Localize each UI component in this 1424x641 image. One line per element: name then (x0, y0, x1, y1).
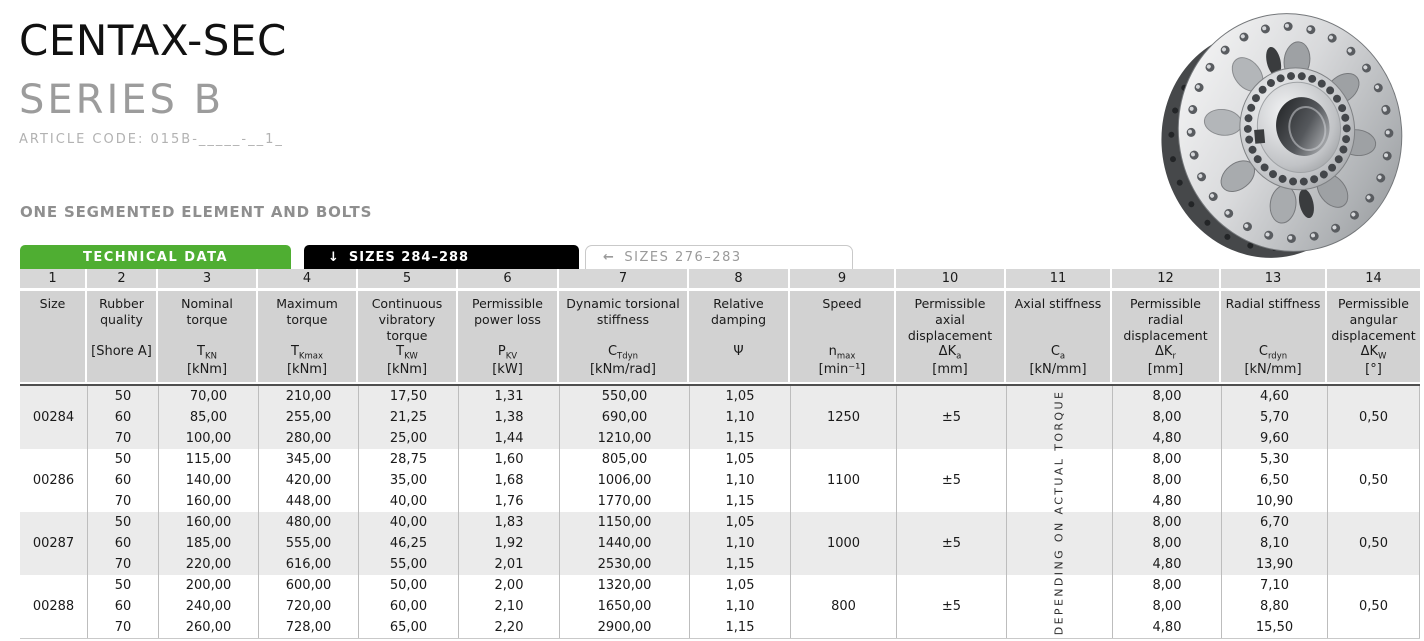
column-number: 2 (87, 269, 158, 288)
data-cell: 2,10 (458, 596, 559, 617)
data-cell: 50 (87, 449, 158, 470)
data-cell: 8,00 (1112, 407, 1221, 428)
column-number: 10 (896, 269, 1006, 288)
data-cell: 4,80 (1112, 554, 1221, 575)
column-header: Continuous vibratory torque $T_{KW}$ [kNm] (358, 291, 458, 382)
speed-cell: 1100 (790, 449, 896, 512)
data-cell: 210,00 (258, 386, 358, 407)
data-cell: 260,00 (158, 617, 258, 638)
data-cell: 1,92 (458, 533, 559, 554)
data-cell: 100,00 (158, 428, 258, 449)
data-cell: 50 (87, 386, 158, 407)
data-cell: 420,00 (258, 470, 358, 491)
vertical-note-text: DEPENDING ON ACTUAL TORQUE (1052, 389, 1066, 635)
data-cell: 28,75 (358, 449, 458, 470)
data-cell: 480,00 (258, 512, 358, 533)
data-cell: 2530,00 (559, 554, 689, 575)
data-cell: 240,00 (158, 596, 258, 617)
data-cell: 1,83 (458, 512, 559, 533)
column-header: Permissible angular displacement $\Delta K_W$ [°] (1327, 291, 1420, 382)
speed-cell: 1250 (790, 386, 896, 449)
data-cell: 115,00 (158, 449, 258, 470)
axial-displacement-cell: ±5 (896, 386, 1006, 449)
column-number: 12 (1112, 269, 1221, 288)
data-cell: 1320,00 (559, 575, 689, 596)
data-cell: 7,10 (1221, 575, 1327, 596)
data-cell: 2,00 (458, 575, 559, 596)
data-cell: 140,00 (158, 470, 258, 491)
column-number: 9 (790, 269, 896, 288)
data-cell: 46,25 (358, 533, 458, 554)
data-cell: 8,80 (1221, 596, 1327, 617)
axial-displacement-cell: ±5 (896, 512, 1006, 575)
data-cell: 728,00 (258, 617, 358, 638)
product-image (1150, 2, 1422, 270)
title-block (19, 16, 287, 147)
data-cell: 1,15 (689, 491, 790, 512)
data-cell: 1,38 (458, 407, 559, 428)
page-title: CENTAX-SEC (19, 16, 287, 65)
data-cell: 1006,00 (559, 470, 689, 491)
data-cell: 8,00 (1112, 575, 1221, 596)
data-cell: 1,05 (689, 449, 790, 470)
data-cell: 17,50 (358, 386, 458, 407)
column-number: 11 (1006, 269, 1112, 288)
column-number: 1 (20, 269, 87, 288)
column-header: Maximum torque $T_{Kmax}$ [kNm] (258, 291, 358, 382)
data-cell: 4,80 (1112, 491, 1221, 512)
column-header: Radial stiffness $C_{rdyn}$ [kN/mm] (1221, 291, 1327, 382)
data-cell: 70,00 (158, 386, 258, 407)
column-number: 14 (1327, 269, 1420, 288)
data-cell: 1770,00 (559, 491, 689, 512)
data-cell: 8,00 (1112, 470, 1221, 491)
axial-stiffness-cell (1006, 449, 1112, 512)
column-number: 13 (1221, 269, 1327, 288)
column-number-row (20, 269, 1420, 288)
data-cell: 160,00 (158, 512, 258, 533)
data-cell: 1,15 (689, 554, 790, 575)
data-cell: 10,90 (1221, 491, 1327, 512)
table-group-00288 (20, 575, 1420, 638)
data-cell: 1,15 (689, 428, 790, 449)
angular-displacement-cell: 0,50 (1327, 386, 1420, 449)
data-cell: 2,20 (458, 617, 559, 638)
data-cell: 1,05 (689, 575, 790, 596)
column-number: 5 (358, 269, 458, 288)
data-cell: 70 (87, 428, 158, 449)
series-subtitle: SERIES B (19, 77, 225, 123)
article-code: ARTICLE CODE: 015B-_____-__1_ (19, 132, 284, 147)
data-cell: 60,00 (358, 596, 458, 617)
data-cell: 65,00 (358, 617, 458, 638)
data-cell: 8,10 (1221, 533, 1327, 554)
tab-label: SIZES 284–288 (348, 249, 470, 265)
data-cell: 4,80 (1112, 428, 1221, 449)
column-header: Relative damping Ψ (689, 291, 790, 382)
data-cell: 1,10 (689, 596, 790, 617)
data-cell: 55,00 (358, 554, 458, 575)
speed-cell: 1000 (790, 512, 896, 575)
data-cell: 40,00 (358, 512, 458, 533)
data-cell: 4,80 (1112, 617, 1221, 638)
data-cell: 1210,00 (559, 428, 689, 449)
arrow-down-icon: ↓ (328, 249, 340, 265)
data-cell: 50 (87, 575, 158, 596)
column-header: Nominal torque $T_{KN}$ [kNm] (158, 291, 258, 382)
data-cell: 616,00 (258, 554, 358, 575)
column-number: 3 (158, 269, 258, 288)
data-cell: 280,00 (258, 428, 358, 449)
tab-sizes-276-283[interactable] (585, 245, 853, 269)
data-cell: 690,00 (559, 407, 689, 428)
size-cell: 00284 (32, 410, 75, 425)
data-cell: 13,90 (1221, 554, 1327, 575)
data-cell: 25,00 (358, 428, 458, 449)
data-cell: 1,10 (689, 470, 790, 491)
data-cell: 8,00 (1112, 512, 1221, 533)
axial-stiffness-cell (1006, 575, 1112, 638)
tab-label: SIZES 276–283 (624, 250, 742, 265)
data-cell: 2900,00 (559, 617, 689, 638)
column-header: Permissible power loss $P_{KV}$ [kW] (458, 291, 559, 382)
table-group-00287 (20, 512, 1420, 575)
data-cell: 60 (87, 407, 158, 428)
column-header: Axial stiffness $C_a$ [kN/mm] (1006, 291, 1112, 382)
column-header: Speed $n_{max}$ [min⁻¹] (790, 291, 896, 382)
data-cell: 6,70 (1221, 512, 1327, 533)
data-cell: 1,05 (689, 512, 790, 533)
data-cell: 15,50 (1221, 617, 1327, 638)
data-cell: 8,00 (1112, 386, 1221, 407)
data-cell: 9,60 (1221, 428, 1327, 449)
data-cell: 8,00 (1112, 596, 1221, 617)
data-cell: 345,00 (258, 449, 358, 470)
section-heading: ONE SEGMENTED ELEMENT AND BOLTS (20, 203, 373, 221)
data-cell: 21,25 (358, 407, 458, 428)
data-cell: 1,31 (458, 386, 559, 407)
data-cell: 1,68 (458, 470, 559, 491)
column-header-row (20, 291, 1420, 382)
angular-displacement-cell: 0,50 (1327, 512, 1420, 575)
technical-data-table (20, 269, 1420, 639)
data-cell: 600,00 (258, 575, 358, 596)
data-cell: 1,76 (458, 491, 559, 512)
column-header: Rubber quality [Shore A] (87, 291, 158, 382)
data-cell: 160,00 (158, 491, 258, 512)
data-cell: 200,00 (158, 575, 258, 596)
data-cell: 35,00 (358, 470, 458, 491)
table-body (20, 384, 1420, 639)
data-cell: 1150,00 (559, 512, 689, 533)
tab-sizes-284-288[interactable] (304, 245, 579, 269)
axial-displacement-cell: ±5 (896, 449, 1006, 512)
data-cell: 720,00 (258, 596, 358, 617)
size-cell: 00287 (32, 536, 75, 551)
data-cell: 8,00 (1112, 533, 1221, 554)
column-header: Permissible axial displacement $\Delta K_a$ [mm] (896, 291, 1006, 382)
data-cell: 1,10 (689, 407, 790, 428)
data-cell: 448,00 (258, 491, 358, 512)
data-cell: 70 (87, 617, 158, 638)
data-cell: 2,01 (458, 554, 559, 575)
column-number: 7 (559, 269, 689, 288)
arrow-left-icon: ← (603, 250, 616, 265)
column-number: 8 (689, 269, 790, 288)
tab-label: TECHNICAL DATA (82, 249, 229, 265)
axial-stiffness-cell (1006, 386, 1112, 449)
tab-technical-data[interactable] (20, 245, 291, 269)
data-cell: 1,44 (458, 428, 559, 449)
data-cell: 60 (87, 596, 158, 617)
data-cell: 1,60 (458, 449, 559, 470)
size-cell: 00286 (32, 473, 75, 488)
data-cell: 805,00 (559, 449, 689, 470)
data-cell: 555,00 (258, 533, 358, 554)
table-group-00284 (20, 386, 1420, 449)
angular-displacement-cell: 0,50 (1327, 449, 1420, 512)
data-cell: 85,00 (158, 407, 258, 428)
data-cell: 6,50 (1221, 470, 1327, 491)
data-cell: 40,00 (358, 491, 458, 512)
data-cell: 550,00 (559, 386, 689, 407)
column-number: 6 (458, 269, 559, 288)
angular-displacement-cell: 0,50 (1327, 575, 1420, 638)
tab-bar (20, 245, 853, 269)
data-cell: 5,30 (1221, 449, 1327, 470)
data-cell: 185,00 (158, 533, 258, 554)
data-cell: 255,00 (258, 407, 358, 428)
data-cell: 1,15 (689, 617, 790, 638)
table-group-00286 (20, 449, 1420, 512)
data-cell: 50,00 (358, 575, 458, 596)
size-cell: 00288 (32, 599, 75, 614)
data-cell: 1440,00 (559, 533, 689, 554)
data-cell: 50 (87, 512, 158, 533)
column-header: Dynamic torsional stiffness $C_{Tdyn}$ [kNm/rad] (559, 291, 689, 382)
data-cell: 220,00 (158, 554, 258, 575)
data-cell: 8,00 (1112, 449, 1221, 470)
data-cell: 60 (87, 533, 158, 554)
speed-cell: 800 (790, 575, 896, 638)
data-cell: 60 (87, 470, 158, 491)
axial-displacement-cell: ±5 (896, 575, 1006, 638)
column-number: 4 (258, 269, 358, 288)
column-header: Permissible radial displacement $\Delta K_r$ [mm] (1112, 291, 1221, 382)
data-cell: 1,05 (689, 386, 790, 407)
data-cell: 70 (87, 491, 158, 512)
data-cell: 5,70 (1221, 407, 1327, 428)
data-cell: 1650,00 (559, 596, 689, 617)
data-cell: 70 (87, 554, 158, 575)
axial-stiffness-cell (1006, 512, 1112, 575)
column-header: Size (20, 291, 87, 382)
data-cell: 4,60 (1221, 386, 1327, 407)
data-cell: 1,10 (689, 533, 790, 554)
